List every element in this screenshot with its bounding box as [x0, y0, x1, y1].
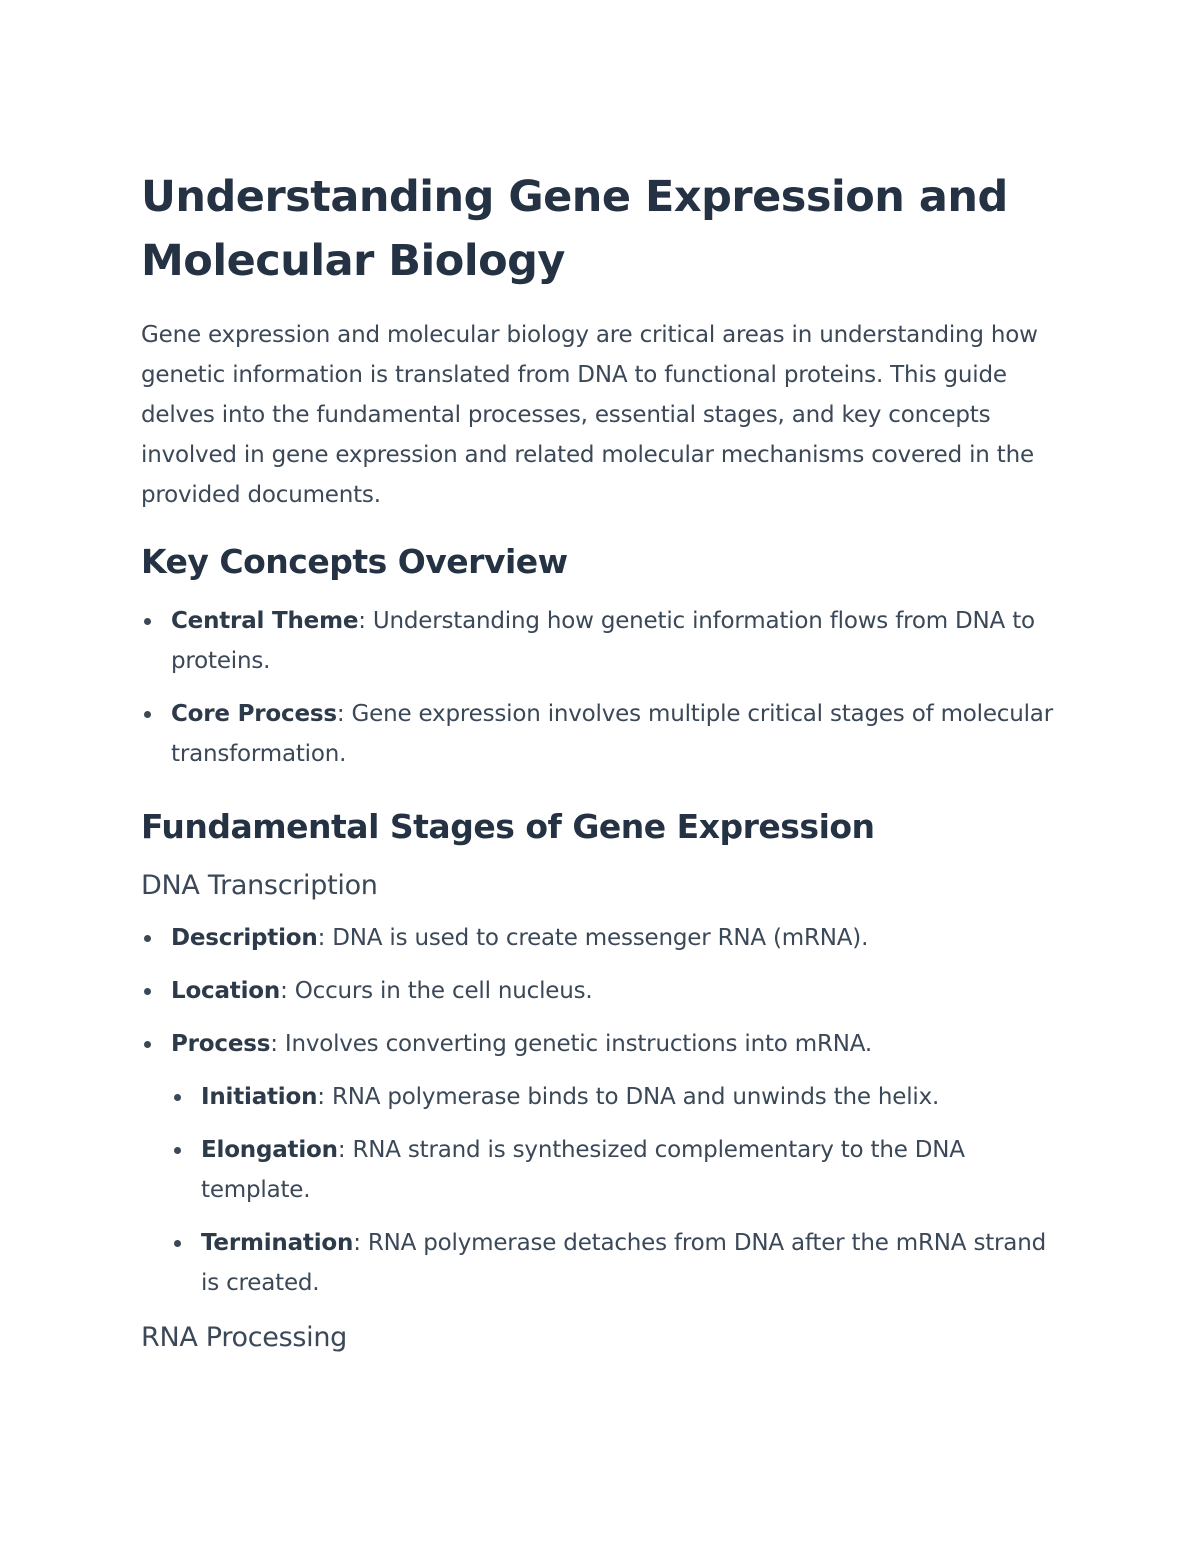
key-concepts-heading: Key Concepts Overview: [141, 542, 568, 581]
list-item: [141, 601, 1061, 681]
list-item-label: Termination: [201, 1230, 354, 1256]
list-item-text: : DNA is used to create messenger RNA (mRNA).: [317, 925, 869, 951]
list-item-text: : Occurs in the cell nucleus.: [280, 978, 593, 1004]
list-item: [171, 1130, 1061, 1210]
list-item-label: Initiation: [201, 1084, 318, 1110]
list-item: [141, 971, 1061, 1011]
process-sublist: [171, 1077, 1061, 1303]
list-item-label: Central Theme: [171, 608, 359, 634]
document-page: [141, 165, 1061, 1360]
list-item-label: Elongation: [201, 1137, 338, 1163]
list-item-text: : RNA polymerase binds to DNA and unwinds the helix.: [317, 1084, 940, 1110]
list-item-text: : RNA polymerase detaches from DNA after the mRNA strand is created.: [201, 1230, 1046, 1296]
list-item: [141, 918, 1061, 958]
list-item-text: : Understanding how genetic information flows from DNA to proteins.: [171, 608, 1035, 674]
list-item-text: : RNA strand is synthesized complementary to the DNA template.: [201, 1137, 965, 1203]
list-item-label: Process: [171, 1031, 271, 1057]
rna-processing-heading: RNA Processing: [141, 1322, 347, 1353]
key-concepts-list: [141, 601, 1061, 774]
list-item-text: : Gene expression involves multiple critical stages of molecular transformation.: [171, 701, 1053, 767]
list-item: [171, 1077, 1061, 1117]
list-item-label: Description: [171, 925, 318, 951]
list-item: [141, 694, 1061, 774]
intro-paragraph: Gene expression and molecular biology are critical areas in understanding how genetic information is translated from DNA to functional proteins. This guide delves into the fundamental processes, essential stages, and key concepts involved in gene expression and related molecular mechanisms covered in the provided documents.: [141, 322, 1038, 508]
list-item-label: Location: [171, 978, 281, 1004]
fundamental-stages-heading: Fundamental Stages of Gene Expression: [141, 807, 875, 846]
list-item-text: : Involves converting genetic instructions into mRNA.: [270, 1031, 873, 1057]
list-item: [171, 1223, 1061, 1303]
transcription-list: [141, 918, 1061, 1303]
dna-transcription-heading: DNA Transcription: [141, 870, 378, 901]
list-item-label: Core Process: [171, 701, 337, 727]
list-item: [141, 1024, 1061, 1303]
document-title: Understanding Gene Expression and Molecular Biology: [141, 172, 1008, 286]
